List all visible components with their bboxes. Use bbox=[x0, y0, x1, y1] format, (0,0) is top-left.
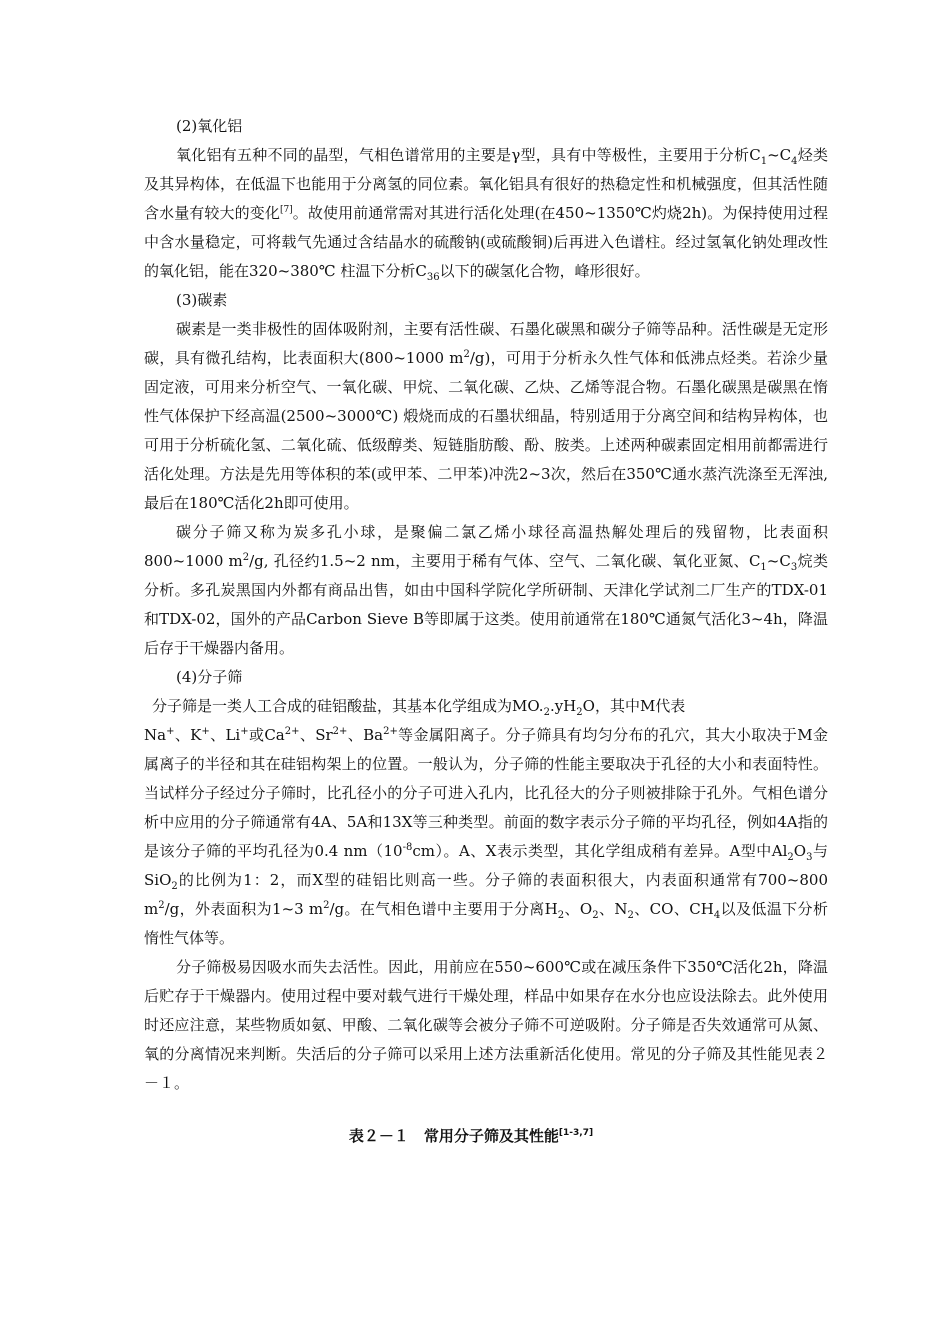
section-heading-carbon: (3)碳素 bbox=[176, 291, 228, 309]
section-heading-alumina: (2)氧化铝 bbox=[176, 117, 243, 135]
paragraph-alumina: 氧化铝有五种不同的晶型，气相色谱常用的主要是γ型，具有中等极性，主要用于分析$C_1\sim C_4$烃类及其异构体，在低温下也能用于分离氢的同位素。氧化铝具有很好的热稳定性和机械强度，但其活性随含水量有较大的变化[7]。故使用前通常需对其进行活化处理(在450~1350℃灼烧2h)。为保持使用过程中含水量稳定，可将载气先通过含结晶水的硫酸钠(或硫酸铜)后再进入色谱柱。经过氢氧化钠处理改性的氧化铝，能在320~380℃ 柱温下分析$C_{36}$以下的碳氢化合物，峰形很好。 bbox=[144, 146, 828, 283]
paragraph-sieve-1: 分子筛是一类人工合成的硅铝酸盐，其基本化学组成为$MO._2.yH_2O$，其中M代表 Na+、K+、Li+或$Ca^{2+}$、$Sr^{2+}$、$Ba^{2+}$等金属阳离子。分子筛具有均匀分布的孔穴，其大小取决于M金属离子的半径和其在硅铝构架上的位置。一般认为，分子筛的性能主要取决于孔径的大小和表面特性。当试样分子经过分子筛时，比孔径小的分子可进入孔内，比孔径大的分子则被排除于孔外。气相色谱分析中应用的分子筛通常有4A、5A和13X等三种类型。前面的数字表示分子筛的平均孔径，例如4A指的是该分子筛的平均孔径为0.4 $nm(10^{-8}cm)$。A、X表示类型，其化学组成稍有差异。A型中$Al_2O_3$与SiO$_2$的比例为1：2，而X型的硅铝比则高一些。分子筛的表面积很大，内表面积通常有700~800 $m^2/g$，外表面积为1~3 $m^2/g$。在气相色谱中主要用于分离$H_2$、$O_2$、$N_2$、CO、$CH_4$以及低温下分析惰性气体等。 bbox=[144, 697, 828, 947]
paragraph-carbon-2: 碳分子筛又称为炭多孔小球，是聚偏二氯乙烯小球径高温热解处理后的残留物，比表面积800~1000 $m^2/g$, 孔径约1.5~2 nm，主要用于稀有气体、空气、二氧化碳、氧化亚氮、$C_1\sim C_3$烷类分析。多孔炭黑国内外都有商品出售，如由中国科学院化学所研制、天津化学试剂二厂生产的TDX-01和TDX-02，国外的产品Carbon Sieve B等即属于这类。使用前通常在180℃通氮气活化3~4h，降温后存于干燥器内备用。 bbox=[144, 523, 828, 657]
paragraph-carbon-1: 碳素是一类非极性的固体吸附剂，主要有活性碳、石墨化碳黑和碳分子筛等品种。活性碳是无定形碳，具有微孔结构，比表面积大(800~1000 $m^2/g$)，可用于分析永久性气体和低沸点烃类。若涂少量固定液，可用来分析空气、一氧化碳、甲烷、二氧化碳、乙炔、乙烯等混合物。石墨化碳黑是碳黑在惰性气体保护下经高温(2500~3000℃) 煅烧而成的石墨状细晶，特别适用于分离空间和结构异构体，也可用于分析硫化氢、二氧化硫、低级醇类、短链脂肪酸、酚、胺类。上述两种碳素固定相用前都需进行活化处理。方法是先用等体积的苯(或甲苯、二甲苯)冲洗2~3次，然后在350℃通水蒸汽洗涤至无浑浊, 最后在180℃活化2h即可使用。 bbox=[144, 320, 829, 512]
section-heading-sieve: (4)分子筛 bbox=[176, 668, 243, 686]
citation-ref: [1-3,7] bbox=[558, 1128, 594, 1138]
paragraph-sieve-2: 分子筛极易因吸水而失去活性。因此，用前应在550~600℃或在减压条件下350℃活化2h，降温后贮存于干燥器内。使用过程中要对载气进行干燥处理，样品中如果存在水分也应设法除去。此外使用时还应注意，某些物质如氨、甲酸、二氧化碳等会被分子筛不可逆吸附。分子筛是否失效通常可从氮、氧的分离情况来判断。失活后的分子筛可以采用上述方法重新活化使用。常见的分子筛及其性能见表２－１。 bbox=[144, 958, 828, 1092]
table-caption: 表２－１ 常用分子筛及其性能[1-3,7] bbox=[348, 1127, 594, 1145]
citation-ref: [7] bbox=[279, 205, 293, 215]
